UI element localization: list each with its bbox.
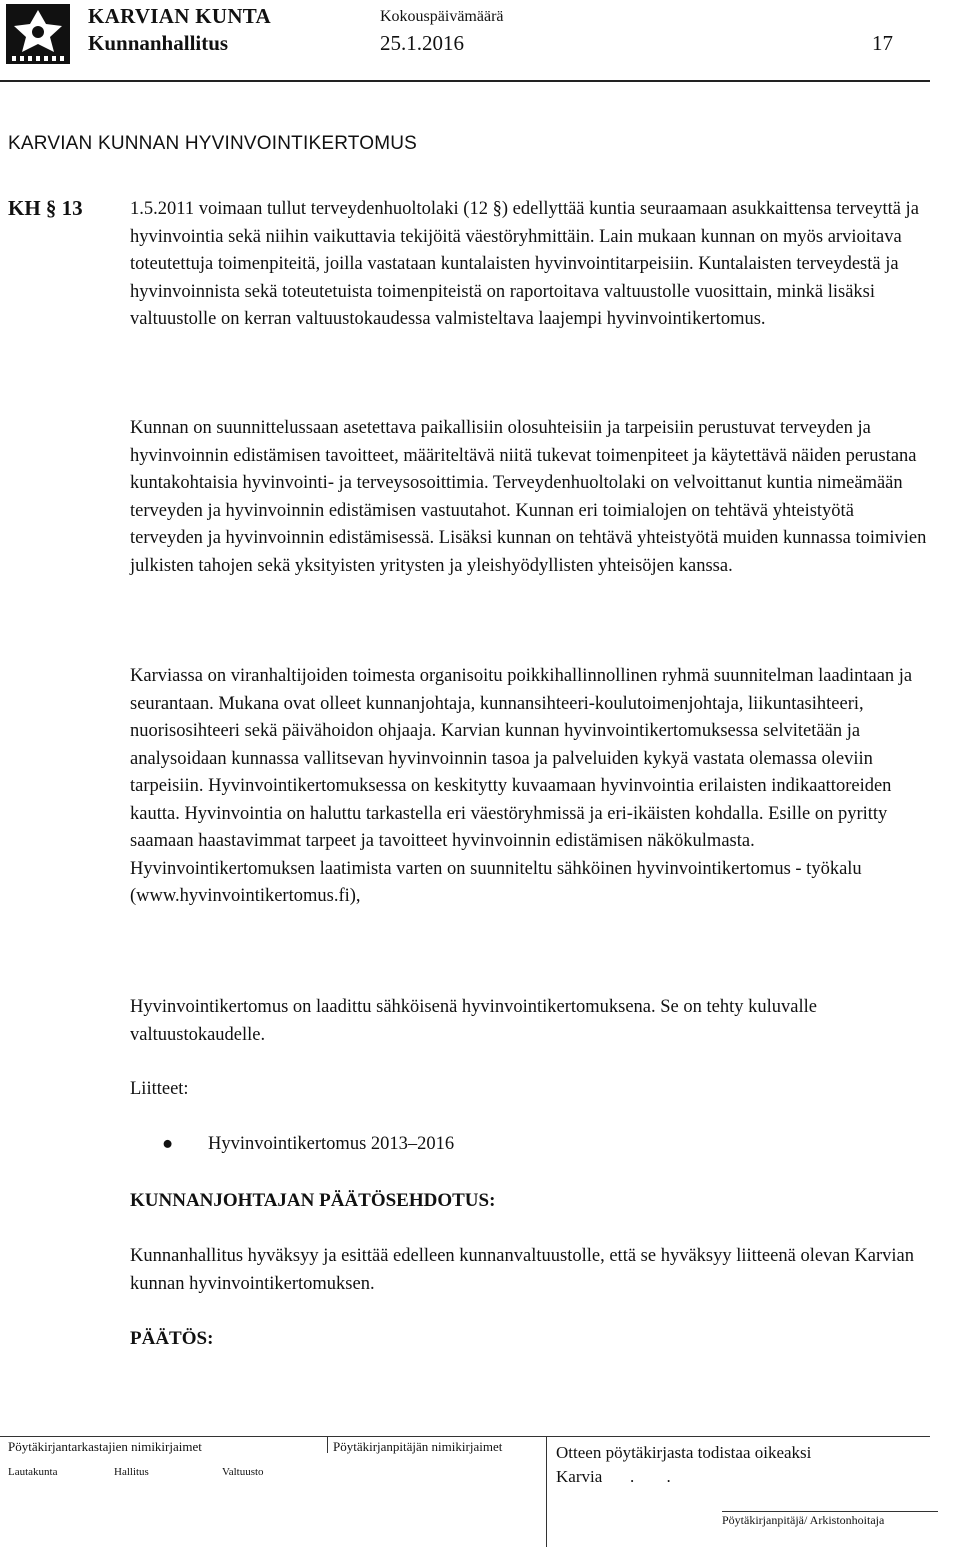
certification-box-border xyxy=(546,1436,547,1547)
signature-line xyxy=(722,1511,938,1512)
body-paragraph-4 xyxy=(130,994,930,1049)
attachments-label: Liitteet: xyxy=(130,1079,189,1099)
header-divider xyxy=(0,80,930,82)
body-paragraph-1 xyxy=(130,196,930,334)
meeting-date: 25.1.2016 xyxy=(380,31,464,55)
paragraph-text: 1.5.2011 voimaan tullut terveydenhuoltolaki (12 §) edellyttää kuntia seuraamaan asukkaittensa terveyttä ja hyvinvointia sekä niihin vaikuttavia tekijöitä väestöryhmittäin. Lain mukaan kunnan on myös arvioitava toteutettuja toimenpiteitä, joilla vastataan kuntalaisten hyvinvointitarpeisiin. Kuntalaisten terveydestä ja hyvinvoinnista sekä toteutetuista toimenpiteistä on raportoitava valtuustolle vuosittain, minkä lisäksi valtuustolle on kerran valtuustokaudessa valmisteltava laajempi hyvinvointikertomus. xyxy=(130,199,919,329)
body-paragraph-2 xyxy=(130,415,930,580)
hallitus-label: Hallitus xyxy=(114,1466,149,1478)
document-title: KARVIAN KUNNAN HYVINVOINTIKERTOMUS xyxy=(8,133,418,154)
secretary-initials-label: Pöytäkirjanpitäjän nimikirjaimet xyxy=(333,1439,503,1454)
paragraph-text: Karviassa on viranhaltijoiden toimesta organisoitu poikkihallinnollinen ryhmä suunnitelman laadintaan ja seurantaan. Mukana ovat olleet kunnanjohtaja, kunnansihteeri-koulutoimenjohtaja, liikuntasihteeri, nuorisosihteeri sekä päivähoidon ohjaaja. Karvian kunnan hyvinvointikertomuksessa selvitetään ja analysoidaan kunnassa vallitsevan hyvinvoinnin tasoa ja palveluiden kykyä vastata olemassa oleviin tarpeisiin. Hyvinvointikertomuksessa on keskitytty kuvaamaan hyvinvointia erilaisten indikaattoreiden kautta. Hyvinvointia on haluttu tarkastella eri väestöryhmissä ja eri-ikäisten kohdalla. Esille on pyritty saamaan haastavimmat tarpeet ja tavoitteet hyvinvoinnin edistämisen näkökulmasta. Hyvinvointikertomuksen laatimista varten on suunniteltu sähköinen hyvinvointikertomus - työkalu (www.hyvinvointikertomus.fi), xyxy=(130,666,913,906)
page-number: 17 xyxy=(872,31,893,55)
municipal-crest-logo xyxy=(6,4,70,64)
body-paragraph-3 xyxy=(130,663,930,911)
footer-divider xyxy=(0,1436,930,1437)
footer-separator xyxy=(327,1436,328,1453)
organization-name: KARVIAN KUNTA xyxy=(88,4,272,28)
meeting-date-label: Kokouspäivämäärä xyxy=(380,8,504,25)
decision-heading: PÄÄTÖS: xyxy=(130,1328,214,1349)
reviewers-initials-label: Pöytäkirjantarkastajien nimikirjaimet xyxy=(8,1439,202,1454)
certification-date-blank: . . xyxy=(630,1467,685,1486)
paragraph-text: Kunnanhallitus hyväksyy ja esittää edelleen kunnanvaltuustolle, että se hyväksyy liitteenä olevan Karvian kunnan hyvinvointikertomuksen. xyxy=(130,1246,914,1294)
certification-place: Karvia xyxy=(556,1467,603,1486)
bullet-icon: ● xyxy=(162,1134,174,1154)
proposal-heading: KUNNANJOHTAJAN PÄÄTÖSEHDOTUS: xyxy=(130,1190,496,1211)
paragraph-text: Kunnan on suunnittelussaan asetettava paikallisiin olosuhteisiin ja tarpeisiin perustuvat terveyden ja hyvinvoinnin edistämisen tavoitteet, määriteltävä niitä tukevat toimenpiteet ja käytettävä näiden perustana kuntakohtaisia hyvinvointi- ja terveysosoittimia. Terveydenhuoltolaki on velvoittanut kuntia nimeämään terveyden ja hyvinvoinnin edistämisen vastuutahot. Kunnan eri toimialojen on tehtävä yhteistyötä terveyden ja hyvinvoinnin edistämisessä. Lisäksi kunnan on tehtävä yhteistyötä muiden kunnassa toimivien julkisten tahojen sekä yksityisten yritysten ja yleishyödyllisten yhteisöjen kanssa. xyxy=(130,418,927,576)
proposal-paragraph xyxy=(130,1243,930,1298)
paragraph-text: Hyvinvointikertomus on laadittu sähköisenä hyvinvointikertomuksena. Se on tehty kuluvalle valtuustokaudelle. xyxy=(130,997,817,1045)
certification-statement: Otteen pöytäkirjasta todistaa oikeaksi xyxy=(556,1443,812,1462)
lautakunta-label: Lautakunta xyxy=(8,1466,58,1478)
valtuusto-label: Valtuusto xyxy=(222,1466,264,1478)
signature-label: Pöytäkirjanpitäjä/ Arkistonhoitaja xyxy=(722,1513,885,1527)
attachment-item: Hyvinvointikertomus 2013–2016 xyxy=(208,1134,455,1154)
governing-body-name: Kunnanhallitus xyxy=(88,31,229,55)
section-code: KH § 13 xyxy=(8,196,83,220)
